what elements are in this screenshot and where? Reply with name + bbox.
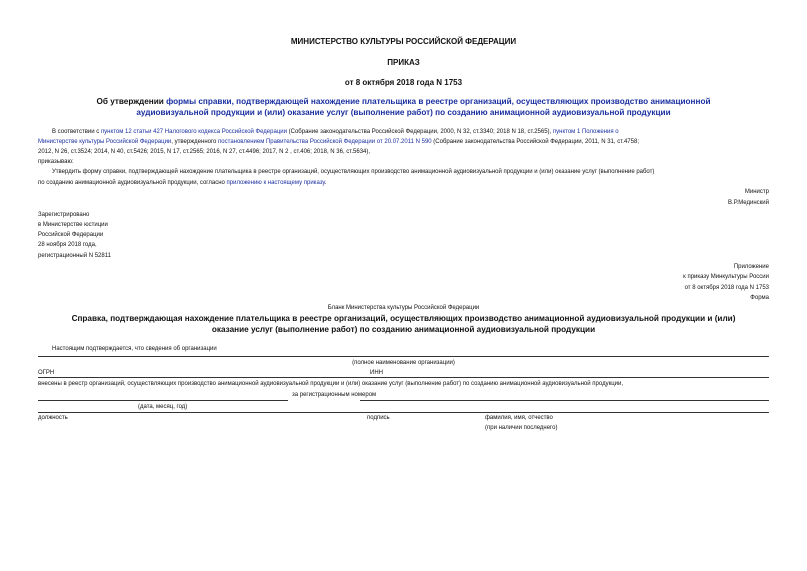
date-caption: (дата, месяц, год) — [138, 404, 188, 410]
reg-number-label: за регистрационным номером — [292, 392, 377, 398]
signature-name: В.Р.Мединский — [728, 200, 769, 206]
signature-line — [38, 412, 769, 413]
inn-label: ИНН — [370, 370, 383, 376]
appendix-line: Форма — [750, 295, 769, 301]
registration-line: Российской Федерации — [38, 232, 104, 238]
ogrn-inn-line — [38, 377, 769, 378]
body-p2-line1: Утвердить форму справки, подтверждающей нахождение плательщика в реестре организаций, осуществляющих производство анимационной аудиовизуальной продукции и (или) оказание услуг (выполнение работ) — [52, 169, 655, 175]
form-entered-text: внесены в реестр организаций, осуществляющих производство анимационной аудиовизуальной продукции и (или) оказание услуг (выполнение работ) по созданию анимационной аудиовизуальной продукции, — [38, 381, 624, 387]
government-decree-link[interactable]: постановлением Правительства Российской Федерации от 20.07.2011 N 590 — [218, 139, 432, 145]
appendix-line: Приложение — [733, 264, 769, 270]
title-link[interactable]: формы справки, подтверждающей нахождение плательщика в реестре организаций, осуществляющих производство анимационной — [166, 97, 711, 106]
registration-line: Зарегистрировано — [38, 212, 90, 218]
tax-code-link[interactable]: пунктом 12 статьи 427 Налогового кодекса Российской Федерации — [100, 129, 287, 135]
date-line — [38, 400, 288, 401]
ministry-link[interactable]: Министерстве культуры Российской Федерации — [38, 139, 172, 145]
body-p1-line3: 2012, N 26, ст.3524; 2014, N 40, ст.5426; 2015, N 17, ст.2565; 2016, N 27, ст.4496; 2017, N 2 , ст.406; 2018, N 36, ст.5634), — [38, 149, 371, 155]
doc-type: ПРИКАЗ — [387, 58, 420, 67]
doc-title-line-2[interactable]: аудиовизуальной продукции и (или) оказание услуг (выполнение работ) по созданию анимационной аудиовизуальной продукции — [136, 108, 671, 117]
ogrn-label: ОГРН — [38, 370, 55, 376]
regulation-link[interactable]: пунктом 1 Положения о — [552, 129, 619, 135]
appendix-link[interactable]: приложению к настоящему приказу — [226, 180, 325, 186]
signature-role: Министр — [744, 189, 769, 195]
doc-title-line-1 — [0, 97, 807, 106]
form-confirm: Настоящим подтверждается, что сведения об организации — [52, 346, 217, 352]
body-p2-line2: по созданию анимационной аудиовизуальной продукции, согласно приложению к настоящему приказу. — [38, 180, 327, 186]
org-name-caption: (полное наименование организации) — [352, 360, 455, 366]
registration-line: 28 ноября 2018 года, — [38, 242, 97, 248]
form-blank: Бланк Министерства культуры Российской Федерации — [327, 305, 480, 311]
fio-label: фамилия, имя, отчество — [485, 415, 553, 421]
fio-note: (при наличии последнего) — [485, 425, 558, 431]
registration-line: регистрационный N 52811 — [38, 253, 111, 259]
appendix-line: к приказу Минкультуры России — [683, 274, 769, 280]
position-label: должность — [38, 415, 68, 421]
body-p1-line1: В соответствии с пунктом 12 статьи 427 Налогового кодекса Российской Федерации (Собрание законодательства Российской Федерации, 2000, N 32, ст.3340; 2018 N 18, ст.2565), пунктом 1 Положения о — [52, 129, 619, 135]
form-title-line-2: оказание услуг (выполнение работ) по созданию анимационной аудиовизуальной продукции — [211, 325, 596, 334]
doc-date: от 8 октября 2018 года N 1753 — [344, 78, 463, 87]
registration-line: в Министерстве юстиции — [38, 222, 108, 228]
body-p1-line4: приказываю: — [38, 159, 74, 165]
form-title-line-1: Справка, подтверждающая нахождение плательщика в реестре организаций, осуществляющих производство анимационной аудиовизуальной продукции и (или) — [71, 314, 736, 323]
ministry-heading: МИНИСТЕРСТВО КУЛЬТУРЫ РОССИЙСКОЙ ФЕДЕРАЦИИ — [290, 37, 517, 46]
reg-number-line — [360, 400, 769, 401]
appendix-line: от 8 октября 2018 года N 1753 — [684, 285, 769, 291]
title-prefix: Об утверждении — [96, 97, 167, 106]
org-name-line — [38, 356, 769, 357]
signature-label: подпись — [367, 415, 390, 421]
body-p1-line2: Министерстве культуры Российской Федерации, утвержденного постановлением Правительства Российской Федерации от 20.07.2011 N 590 (Собрание законодательства Российской Федерации, 2011, N 31, ст.4758; — [38, 139, 639, 145]
